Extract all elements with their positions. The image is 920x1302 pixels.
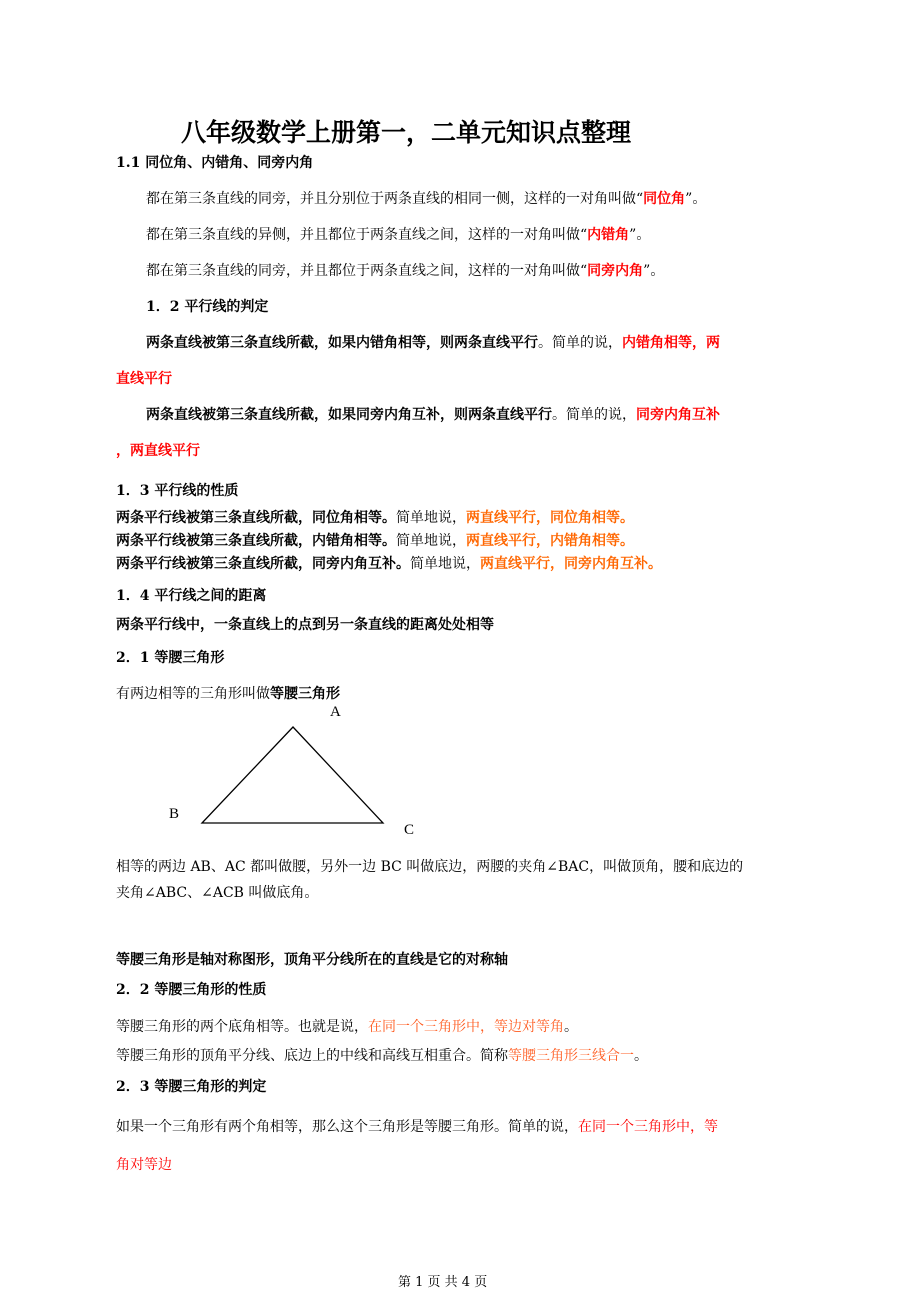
s11-l1-term: 同位角: [643, 191, 686, 207]
page-title: 八年级数学上册第一，二单元知识点整理: [181, 118, 632, 147]
s22-l1-summary: 在同一个三角形中，等边对等角: [368, 1019, 564, 1035]
s22-line-1: [116, 1016, 578, 1036]
s11-l2-term: 内错角: [587, 227, 630, 243]
page-footer: 第 1 页 共 4 页: [398, 1275, 488, 1290]
section-2-3-heading: 2．3 等腰三角形的判定: [116, 1079, 267, 1095]
triangle-abc: [202, 727, 383, 823]
section-1-3-heading: 1．3 平行线的性质: [116, 483, 239, 499]
section-2-1-heading: 2．1 等腰三角形: [116, 650, 225, 666]
s21-def-text: 有两边相等的三角形叫做: [116, 686, 270, 702]
s13-r1-statement: 两条平行线被第三条直线所截，同位角相等。: [116, 510, 396, 526]
s12-p2-summary: 同旁内角互补: [636, 407, 720, 423]
s23-line-2: 角对等边: [116, 1157, 172, 1173]
s22-l1-text: 等腰三角形的两个底角相等。也就是说，: [116, 1019, 368, 1035]
section-1-2-heading: 1．2 平行线的判定: [146, 299, 269, 315]
s12-p1-statement: 两条直线被第三条直线所截，如果内错角相等，则两条直线平行: [146, 335, 538, 351]
s11-l2-end: ”。: [629, 227, 651, 243]
s21-desc-line-1: 相等的两边 AB、AC 都叫做腰，另外一边 BC 叫做底边，两腰的夹角∠BAC，叫做顶角，腰和底边的: [116, 859, 744, 875]
s12-p2-mid: 。简单的说，: [552, 407, 636, 423]
s23-l1-text: 如果一个三角形有两个角相等，那么这个三角形是等腰三角形。简单的说，: [116, 1119, 578, 1135]
s21-axis-statement: 等腰三角形是轴对称图形，顶角平分线所在的直线是它的对称轴: [116, 952, 508, 968]
vertex-label-a: A: [330, 704, 341, 720]
s13-r1-mid: 简单地说，: [396, 510, 466, 526]
s12-p1-summary-cont: 直线平行: [116, 371, 172, 387]
s13-r3-statement: 两条平行线被第三条直线所截，同旁内角互补。: [116, 556, 410, 572]
s22-line-2: [116, 1045, 648, 1065]
s21-def-term: 等腰三角形: [270, 686, 340, 702]
s23-line-1: [116, 1116, 718, 1136]
vertex-label-c: C: [404, 822, 415, 838]
s22-l2-summary: 等腰三角形三线合一: [508, 1048, 634, 1064]
s22-l2-dot: 。: [634, 1048, 648, 1064]
s11-l1-text: 都在第三条直线的同旁，并且分别位于两条直线的相同一侧，这样的一对角叫做“: [146, 191, 644, 207]
s13-r3-summary: 两直线平行，同旁内角互补。: [480, 556, 662, 572]
s11-l1-end: ”。: [685, 191, 707, 207]
s13-r2-statement: 两条平行线被第三条直线所截，内错角相等。: [116, 533, 396, 549]
s11-l3-term: 同旁内角: [587, 263, 644, 279]
s12-p1-mid: 。简单的说，: [538, 335, 622, 351]
s11-l3-text: 都在第三条直线的同旁，并且都位于两条直线之间，这样的一对角叫做“: [146, 263, 588, 279]
s11-l3-end: ”。: [643, 263, 665, 279]
s14-text: 两条平行线中，一条直线上的点到另一条直线的距离处处相等: [116, 617, 494, 633]
s13-r3-mid: 简单地说，: [410, 556, 480, 572]
s12-p2-summary-cont: ，两直线平行: [116, 443, 200, 459]
s22-l2-text: 等腰三角形的顶角平分线、底边上的中线和高线互相重合。简称: [116, 1048, 508, 1064]
s11-l2-text: 都在第三条直线的异侧，并且都位于两条直线之间，这样的一对角叫做“: [146, 227, 588, 243]
vertex-label-b: B: [169, 806, 180, 822]
s13-r2-summary: 两直线平行，内错角相等。: [466, 533, 634, 549]
s13-r1-summary: 两直线平行，同位角相等。: [466, 510, 634, 526]
s12-p1-summary: 内错角相等，两: [622, 335, 720, 351]
s23-l1-summary: 在同一个三角形中，等: [578, 1119, 718, 1135]
s13-r2-mid: 简单地说，: [396, 533, 466, 549]
section-1-4-heading: 1．4 平行线之间的距离: [116, 588, 267, 604]
s12-p2-statement: 两条直线被第三条直线所截，如果同旁内角互补，则两条直线平行: [146, 407, 552, 423]
s21-desc-line-2: 夹角∠ABC、∠ACB 叫做底角。: [116, 885, 319, 901]
section-2-2-heading: 2．2 等腰三角形的性质: [116, 982, 267, 998]
section-1-1-heading: 1.1 同位角、内错角、同旁内角: [116, 155, 314, 171]
s22-l1-dot: 。: [564, 1019, 578, 1035]
